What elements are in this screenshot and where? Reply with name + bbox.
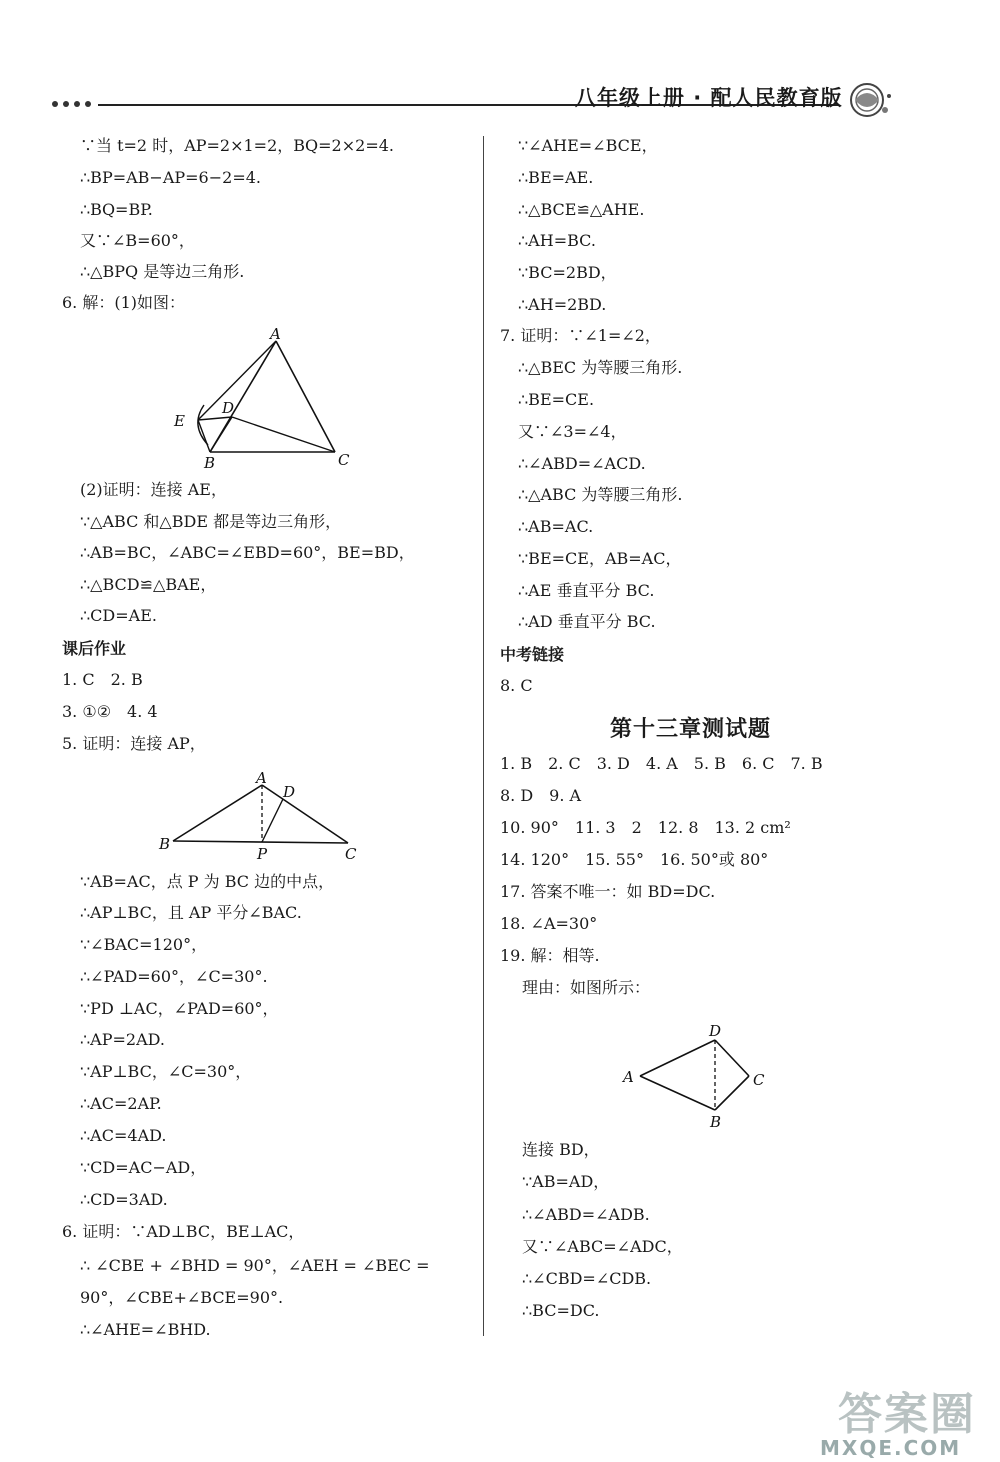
text-line: ∵BE=CE，AB=AC， <box>518 549 682 568</box>
text-line: ∵当 t=2 时，AP=2×1=2，BQ=2×2=4. <box>80 136 394 155</box>
text-line: 17. 答案不唯一：如 BD=DC. <box>500 882 716 901</box>
text-line: ∴△BCE≌△AHE. <box>518 200 645 219</box>
text-line: 理由：如图所示： <box>522 978 651 997</box>
text-line: ∴BE=CE. <box>518 390 595 409</box>
text-line: ∴AP⊥BC，且 AP 平分∠BAC. <box>80 903 302 922</box>
text-line: ∵△ABC 和△BDE 都是等边三角形， <box>80 512 342 531</box>
label-a: A <box>270 325 281 343</box>
text-line: 5. 证明：连接 AP， <box>62 734 206 753</box>
text-line: ∵CD=AC−AD， <box>80 1158 207 1177</box>
text-line: 8. D 9. A <box>500 786 582 805</box>
text-line: ∴△ABC 为等腰三角形. <box>518 485 683 504</box>
text-line: 19. 解：相等. <box>500 946 600 965</box>
label-p: P <box>257 845 268 863</box>
text-line: ∴CD=AE. <box>80 606 157 625</box>
text-line: ∵PD ⊥AC，∠PAD=60°， <box>80 999 279 1018</box>
text-line: 3. ①② 4. 4 <box>62 702 158 721</box>
text-line: ∴BC=DC. <box>522 1301 600 1320</box>
text-line: ∴∠ABD=∠ACD. <box>518 454 646 473</box>
text-line: 连接 BD， <box>522 1140 600 1159</box>
label-d: D <box>709 1022 722 1040</box>
text-line: ∴AB=AC. <box>518 517 594 536</box>
edge-bc <box>173 841 348 843</box>
text-line: ∴AH=2BD. <box>518 295 607 314</box>
edge-ba <box>640 1076 715 1110</box>
label-d: D <box>222 399 235 417</box>
text-line: 又∵∠B=60°， <box>80 231 195 250</box>
label-b: B <box>159 835 171 853</box>
edge-ad <box>640 1040 715 1076</box>
page-header-title: 八年级上册 · 配人民教育版 <box>575 86 843 110</box>
text-line: ∴AC=2AP. <box>80 1094 162 1113</box>
text-line: 又∵∠ABC=∠ADC， <box>522 1237 683 1256</box>
text-line: ∴AH=BC. <box>518 231 596 250</box>
text-line: ∴BQ=BP. <box>80 200 153 219</box>
text-line: ∴△BCD≌△BAE， <box>80 575 217 594</box>
text-line: ∴∠ABD=∠ADB. <box>522 1205 650 1224</box>
figure-equilateral-triangles <box>160 325 360 475</box>
text-line: 10. 90° 11. 3 2 12. 8 13. 2 cm² <box>500 818 791 837</box>
edge-cb <box>715 1076 749 1110</box>
edge-ab <box>173 785 262 841</box>
segment-pd <box>262 799 283 842</box>
chapter-title: 第十三章测试题 <box>610 717 772 742</box>
edge-eb <box>198 420 210 452</box>
text-line: ∴BE=AE. <box>518 168 594 187</box>
text-line: ∴AD 垂直平分 BC. <box>518 612 656 631</box>
text-line: ∵BC=2BD， <box>518 263 617 282</box>
text-line: ∴∠AHE=∠BHD. <box>80 1320 211 1339</box>
label-c: C <box>753 1071 765 1089</box>
text-line: ∴△BPQ 是等边三角形. <box>80 262 245 281</box>
text-line: ∴ ∠CBE + ∠BHD = 90°，∠AEH = ∠BEC = <box>80 1256 430 1275</box>
text-line: 18. ∠A=30° <box>500 914 598 933</box>
section-heading-exam: 中考链接 <box>500 645 565 664</box>
text-line: 14. 120° 15. 55° 16. 50°或 80° <box>500 850 769 869</box>
label-c: C <box>338 451 350 469</box>
edge-db <box>210 417 232 452</box>
figure-isosceles-triangle <box>155 765 370 865</box>
watermark-logo: 答案圈 <box>838 1389 976 1440</box>
header-logo-icon <box>845 78 901 122</box>
text-line: 6. 解：(1)如图： <box>62 293 186 312</box>
text-line: ∴BP=AB−AP=6−2=4. <box>80 168 261 187</box>
watermark-site: MXQE.COM <box>820 1436 962 1460</box>
header-dots <box>52 101 91 107</box>
label-b: B <box>204 454 216 472</box>
text-line: ∴∠PAD=60°，∠C=30°. <box>80 967 268 986</box>
text-line: 1. B 2. C 3. D 4. A 5. B 6. C 7. B <box>500 754 823 773</box>
text-line: 1. C 2. B <box>62 670 143 689</box>
column-divider <box>483 136 484 1336</box>
edge-ed <box>198 417 232 420</box>
text-line: 90°，∠CBE+∠BCE=90°. <box>80 1288 284 1307</box>
text-line: ∴∠CBD=∠CDB. <box>522 1269 652 1288</box>
text-line: ∵AP⊥BC，∠C=30°， <box>80 1062 252 1081</box>
text-line: 8. C <box>500 676 533 695</box>
text-line: ∴AC=4AD. <box>80 1126 167 1145</box>
label-c: C <box>345 845 357 863</box>
label-e: E <box>174 412 185 430</box>
figure-kite <box>615 1018 775 1133</box>
label-a: A <box>256 769 267 787</box>
text-line: ∴AP=2AD. <box>80 1030 165 1049</box>
edge-dc <box>715 1040 749 1076</box>
section-heading-homework: 课后作业 <box>62 639 127 658</box>
text-line: ∴CD=3AD. <box>80 1190 168 1209</box>
text-line: ∵∠BAC=120°， <box>80 935 208 954</box>
text-line: ∵∠AHE=∠BCE， <box>518 136 658 155</box>
text-line: 7. 证明：∵∠1=∠2， <box>500 326 661 345</box>
label-d: D <box>283 783 296 801</box>
text-line: ∴△BEC 为等腰三角形. <box>518 358 683 377</box>
text-line: ∴AB=BC，∠ABC=∠EBD=60°，BE=BD， <box>80 543 415 562</box>
text-line: ∵AB=AD， <box>522 1172 610 1191</box>
label-a: A <box>623 1068 634 1086</box>
text-line: ∴AE 垂直平分 BC. <box>518 581 655 600</box>
label-b: B <box>710 1113 722 1131</box>
text-line: 又∵∠3=∠4， <box>518 422 627 441</box>
text-line: 6. 证明：∵AD⊥BC，BE⊥AC， <box>62 1222 305 1241</box>
text-line: ∵AB=AC，点 P 为 BC 边的中点， <box>80 872 335 891</box>
text-line: (2)证明：连接 AE， <box>80 480 227 499</box>
